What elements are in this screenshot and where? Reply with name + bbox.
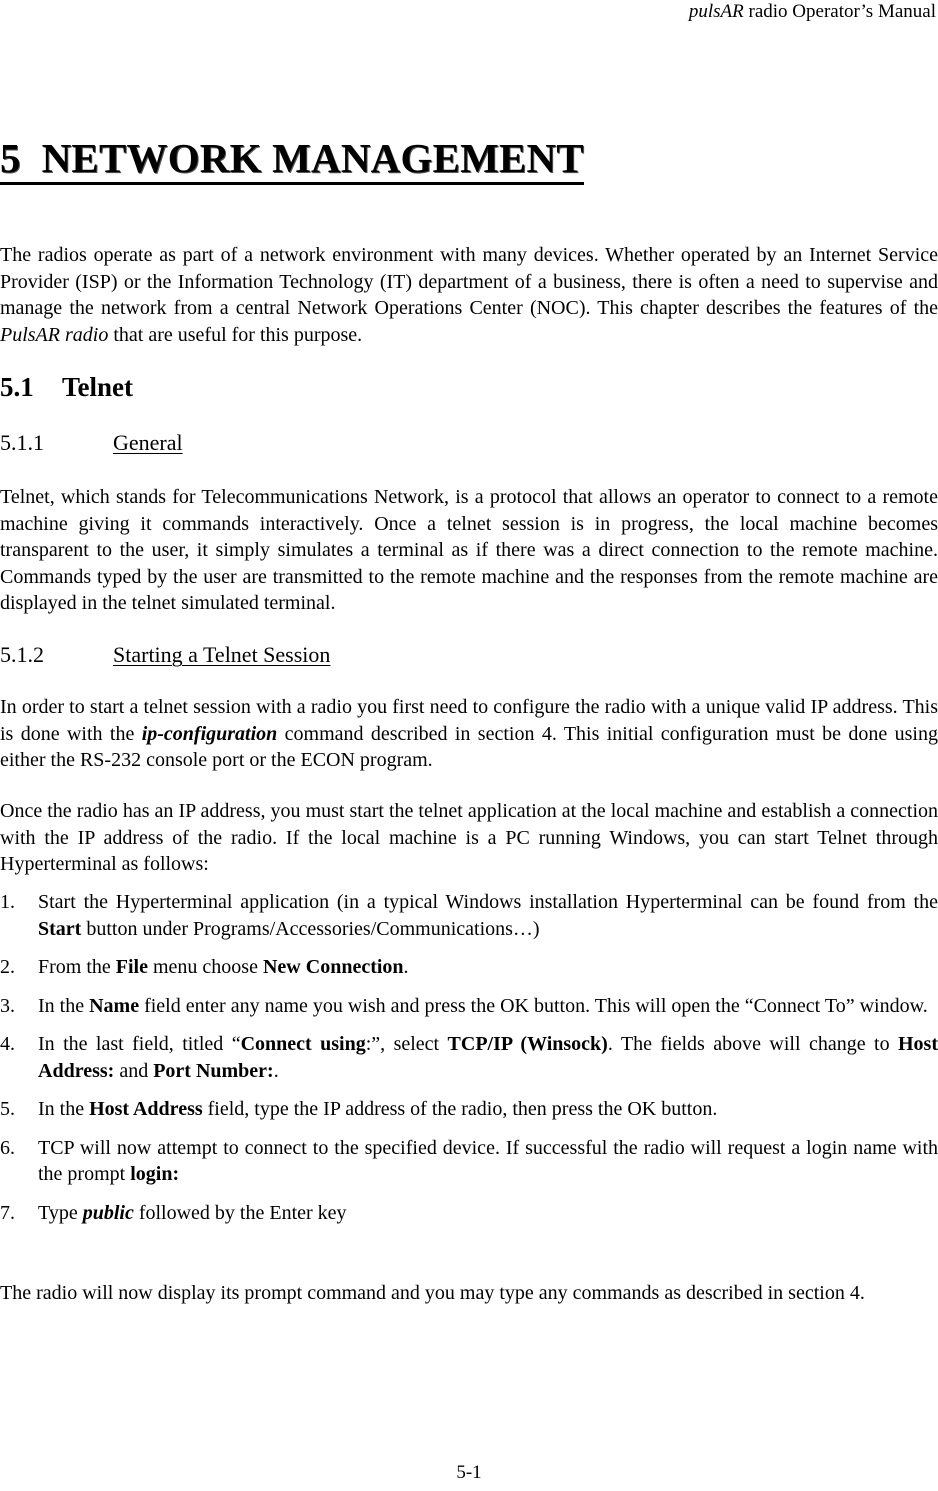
bold-term: Connect using (240, 1033, 366, 1055)
section-heading-telnet (0, 370, 133, 404)
text-span: TCP will now attempt to connect to the specified device. If successful the radio will request a login name with the prompt (38, 1136, 938, 1185)
text-span: menu choose (148, 956, 263, 978)
chapter-title (0, 132, 938, 184)
section-title: Telnet (62, 372, 134, 402)
step-number: 1. (0, 891, 15, 913)
text-span: In order to start a telnet session with a radio you first need to configure the radio with a unique valid IP address. This is done with the (0, 696, 938, 745)
step-number: 2. (0, 956, 15, 978)
subsection-heading-starting-session (0, 641, 330, 669)
bold-term: Port Number: (153, 1059, 274, 1082)
list-item (0, 954, 938, 981)
bold-term: File (115, 956, 148, 978)
chapter-number: 5 (0, 135, 21, 181)
bold-term: Host Address (89, 1098, 203, 1120)
page-number: 5-1 (456, 1462, 482, 1483)
subsection-heading-general (0, 429, 183, 457)
list-item (0, 1135, 938, 1188)
text-span: From the (38, 956, 116, 978)
text-span: In the (38, 1098, 90, 1120)
text-span: Start the Hyperterminal application (in a typical Windows installation Hyperterminal can be found from the (38, 891, 938, 913)
step-number: 3. (0, 994, 15, 1017)
intro-text-2: that are useful for this purpose. (108, 323, 363, 346)
intro-product-name: PulsAR radio (0, 323, 109, 346)
running-head-product: pulsAR (688, 1, 744, 22)
list-item (0, 889, 938, 942)
bold-italic-term: public (82, 1201, 134, 1224)
running-head-rest: radio Operator’s Manual (743, 1, 936, 22)
section-number: 5.1 (0, 372, 34, 402)
list-item (0, 1096, 938, 1123)
bold-term: New Connection (262, 956, 404, 978)
step-number: 6. (0, 1136, 15, 1159)
bold-term: Host Address: (38, 1033, 938, 1082)
list-item (0, 1200, 938, 1227)
running-head (689, 1, 936, 23)
starting-paragraph-2: Once the radio has an IP address, you must start the telnet application at the local machine and establish a connection with the IP address of the radio. If the local machine is a PC running Windows, you can start Telnet through Hyperterminal as follows: (0, 800, 938, 875)
intro-text-1: The radios operate as part of a network environment with many devices. Whether operated by an Internet Service Provider (ISP) or the Information Technology (IT) department of a business, there is often a need to supervise and manage the network from a central Network Operations Center (NOC). This chapter describes the features of the (0, 244, 938, 319)
text-span: command described in section 4. This initial configuration must be done using either the RS-232 console port or the ECON program. (0, 722, 938, 771)
intro-paragraph (0, 242, 938, 348)
step-number: 5. (0, 1098, 15, 1120)
step-number: 4. (0, 1033, 15, 1055)
subsection-title: Starting a Telnet Session (113, 642, 331, 667)
text-span: Type (38, 1201, 83, 1224)
bold-term: login: (130, 1163, 180, 1185)
step-number: 7. (0, 1201, 15, 1224)
text-span: . (403, 956, 409, 978)
starting-paragraph-1 (0, 694, 938, 774)
text-span: and (114, 1059, 154, 1082)
subsection-number: 5.1.1 (0, 430, 44, 455)
text-span: :”, select (365, 1033, 448, 1055)
text-span: field enter any name you wish and press the OK button. This will open the “Connect To” window. (139, 994, 928, 1017)
command-name: ip-configuration (141, 722, 278, 745)
list-item (0, 993, 938, 1020)
list-item (0, 1031, 938, 1084)
text-span: followed by the Enter key (133, 1201, 347, 1224)
text-span: . The fields above will change to (607, 1033, 898, 1055)
chapter-title-text: NETWORK MANAGEMENT (41, 135, 584, 181)
text-span: In the last field, titled “ (38, 1033, 241, 1055)
text-span: button under Programs/Accessories/Communications…) (81, 917, 540, 940)
closing-paragraph: The radio will now display its prompt command and you may type any commands as described in section 4. (0, 1282, 865, 1304)
general-paragraph: Telnet, which stands for Telecommunications Network, is a protocol that allows an operator to connect to a remote machine giving it commands interactively. Once a telnet session is in progress, the local machine becomes transparent to the user, it simply simulates a terminal as if there was a direct connection to the remote machine. Commands typed by the user are transmitted to the remote machine and the responses from the remote machine are displayed in the telnet simulated terminal. (0, 486, 938, 614)
text-span: . (273, 1059, 279, 1082)
text-span: In the (38, 994, 90, 1017)
text-span: field, type the IP address of the radio, then press the OK button. (202, 1098, 718, 1120)
subsection-title: General (113, 430, 183, 455)
bold-term: TCP/IP (Winsock) (447, 1033, 608, 1055)
bold-term: Start (38, 917, 82, 940)
bold-term: Name (89, 994, 140, 1017)
steps-list (0, 889, 938, 1238)
subsection-number: 5.1.2 (0, 642, 44, 667)
